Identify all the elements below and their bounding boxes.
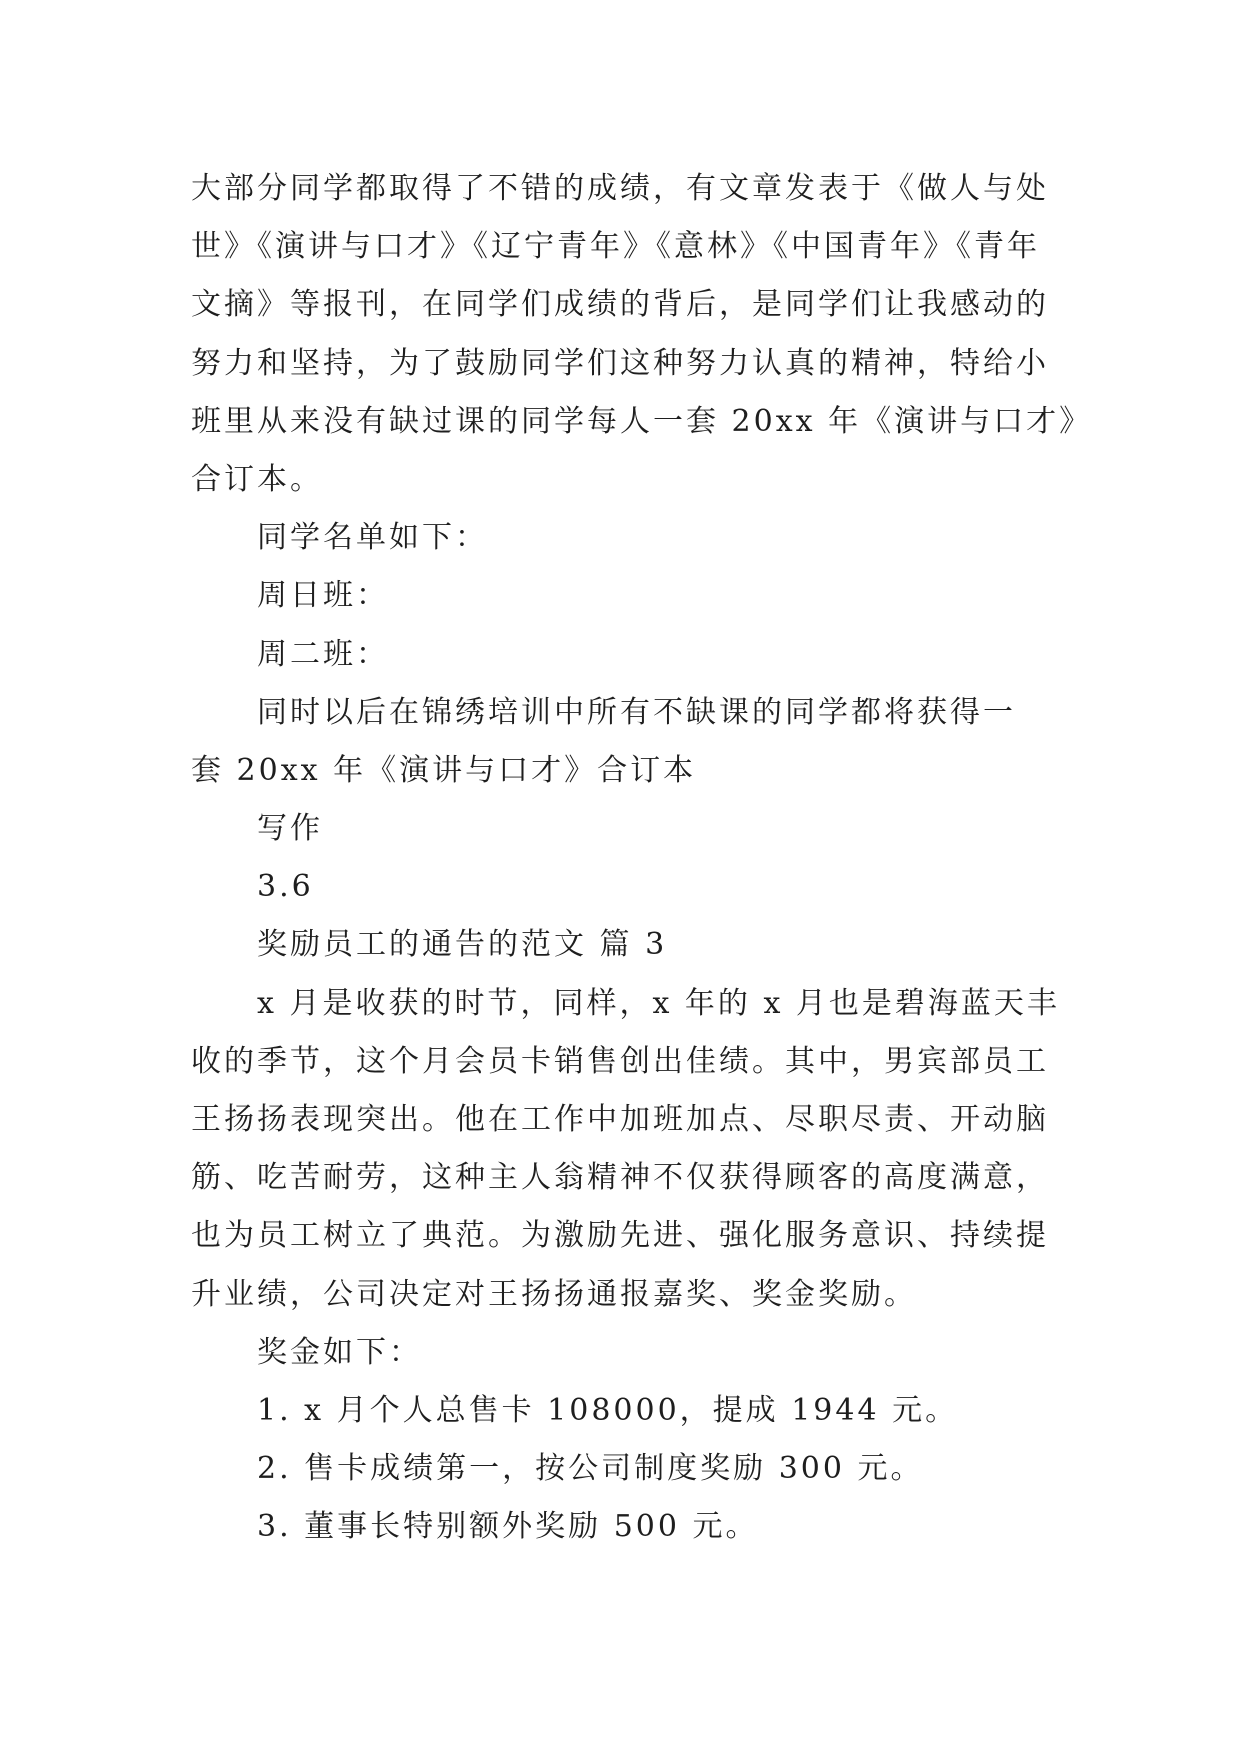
date-label: 3.6 [257,869,314,905]
bonus-item: 3. 董事长特别额外奖励 500 元。 [257,1509,759,1545]
signature-label: 写作 [257,811,323,847]
body-line: 努力和坚持，为了鼓励同学们这种努力认真的精神，特给小 [191,345,1049,381]
body-line: 也为员工树立了典范。为激励先进、强化服务意识、持续提 [191,1218,1049,1254]
body-line: 筋、吃苦耐劳，这种主人翁精神不仅获得顾客的高度满意， [191,1160,1049,1196]
body-line: 升业绩，公司决定对王扬扬通报嘉奖、奖金奖励。 [191,1276,917,1312]
class-label-tuesday: 周二班： [257,636,389,672]
document-body [191,160,1093,1557]
list-intro: 同学名单如下： [257,520,488,556]
body-line: 收的季节，这个月会员卡销售创出佳绩。其中，男宾部员工 [191,1043,1049,1079]
bonus-item: 1. x 月个人总售卡 108000，提成 1944 元。 [257,1392,959,1428]
body-line: 大部分同学都取得了不错的成绩，有文章发表于《做人与处 [191,171,1049,206]
body-line: x 月是收获的时节，同样，x 年的 x 月也是碧海蓝天丰 [257,985,1060,1021]
bonus-heading: 奖金如下： [257,1334,422,1370]
body-line: 套 20xx 年《演讲与口才》合订本 [191,752,697,788]
bonus-item: 2. 售卡成绩第一，按公司制度奖励 300 元。 [257,1451,924,1487]
class-label-sunday: 周日班： [257,578,389,614]
body-line: 世》《演讲与口才》《辽宁青年》《意林》《中国青年》《青年 [191,229,1040,265]
section-heading: 奖励员工的通告的范文 篇 3 [257,927,668,963]
body-line: 合订本。 [191,461,323,497]
body-line: 文摘》等报刊，在同学们成绩的背后，是同学们让我感动的 [191,287,1049,323]
body-line: 同时以后在锦绣培训中所有不缺课的同学都将获得一 [257,694,1016,730]
body-line: 班里从来没有缺过课的同学每人一套 20xx 年《演讲与口才》 [191,403,1093,439]
body-line: 王扬扬表现突出。他在工作中加班加点、尽职尽责、开动脑 [191,1102,1049,1137]
